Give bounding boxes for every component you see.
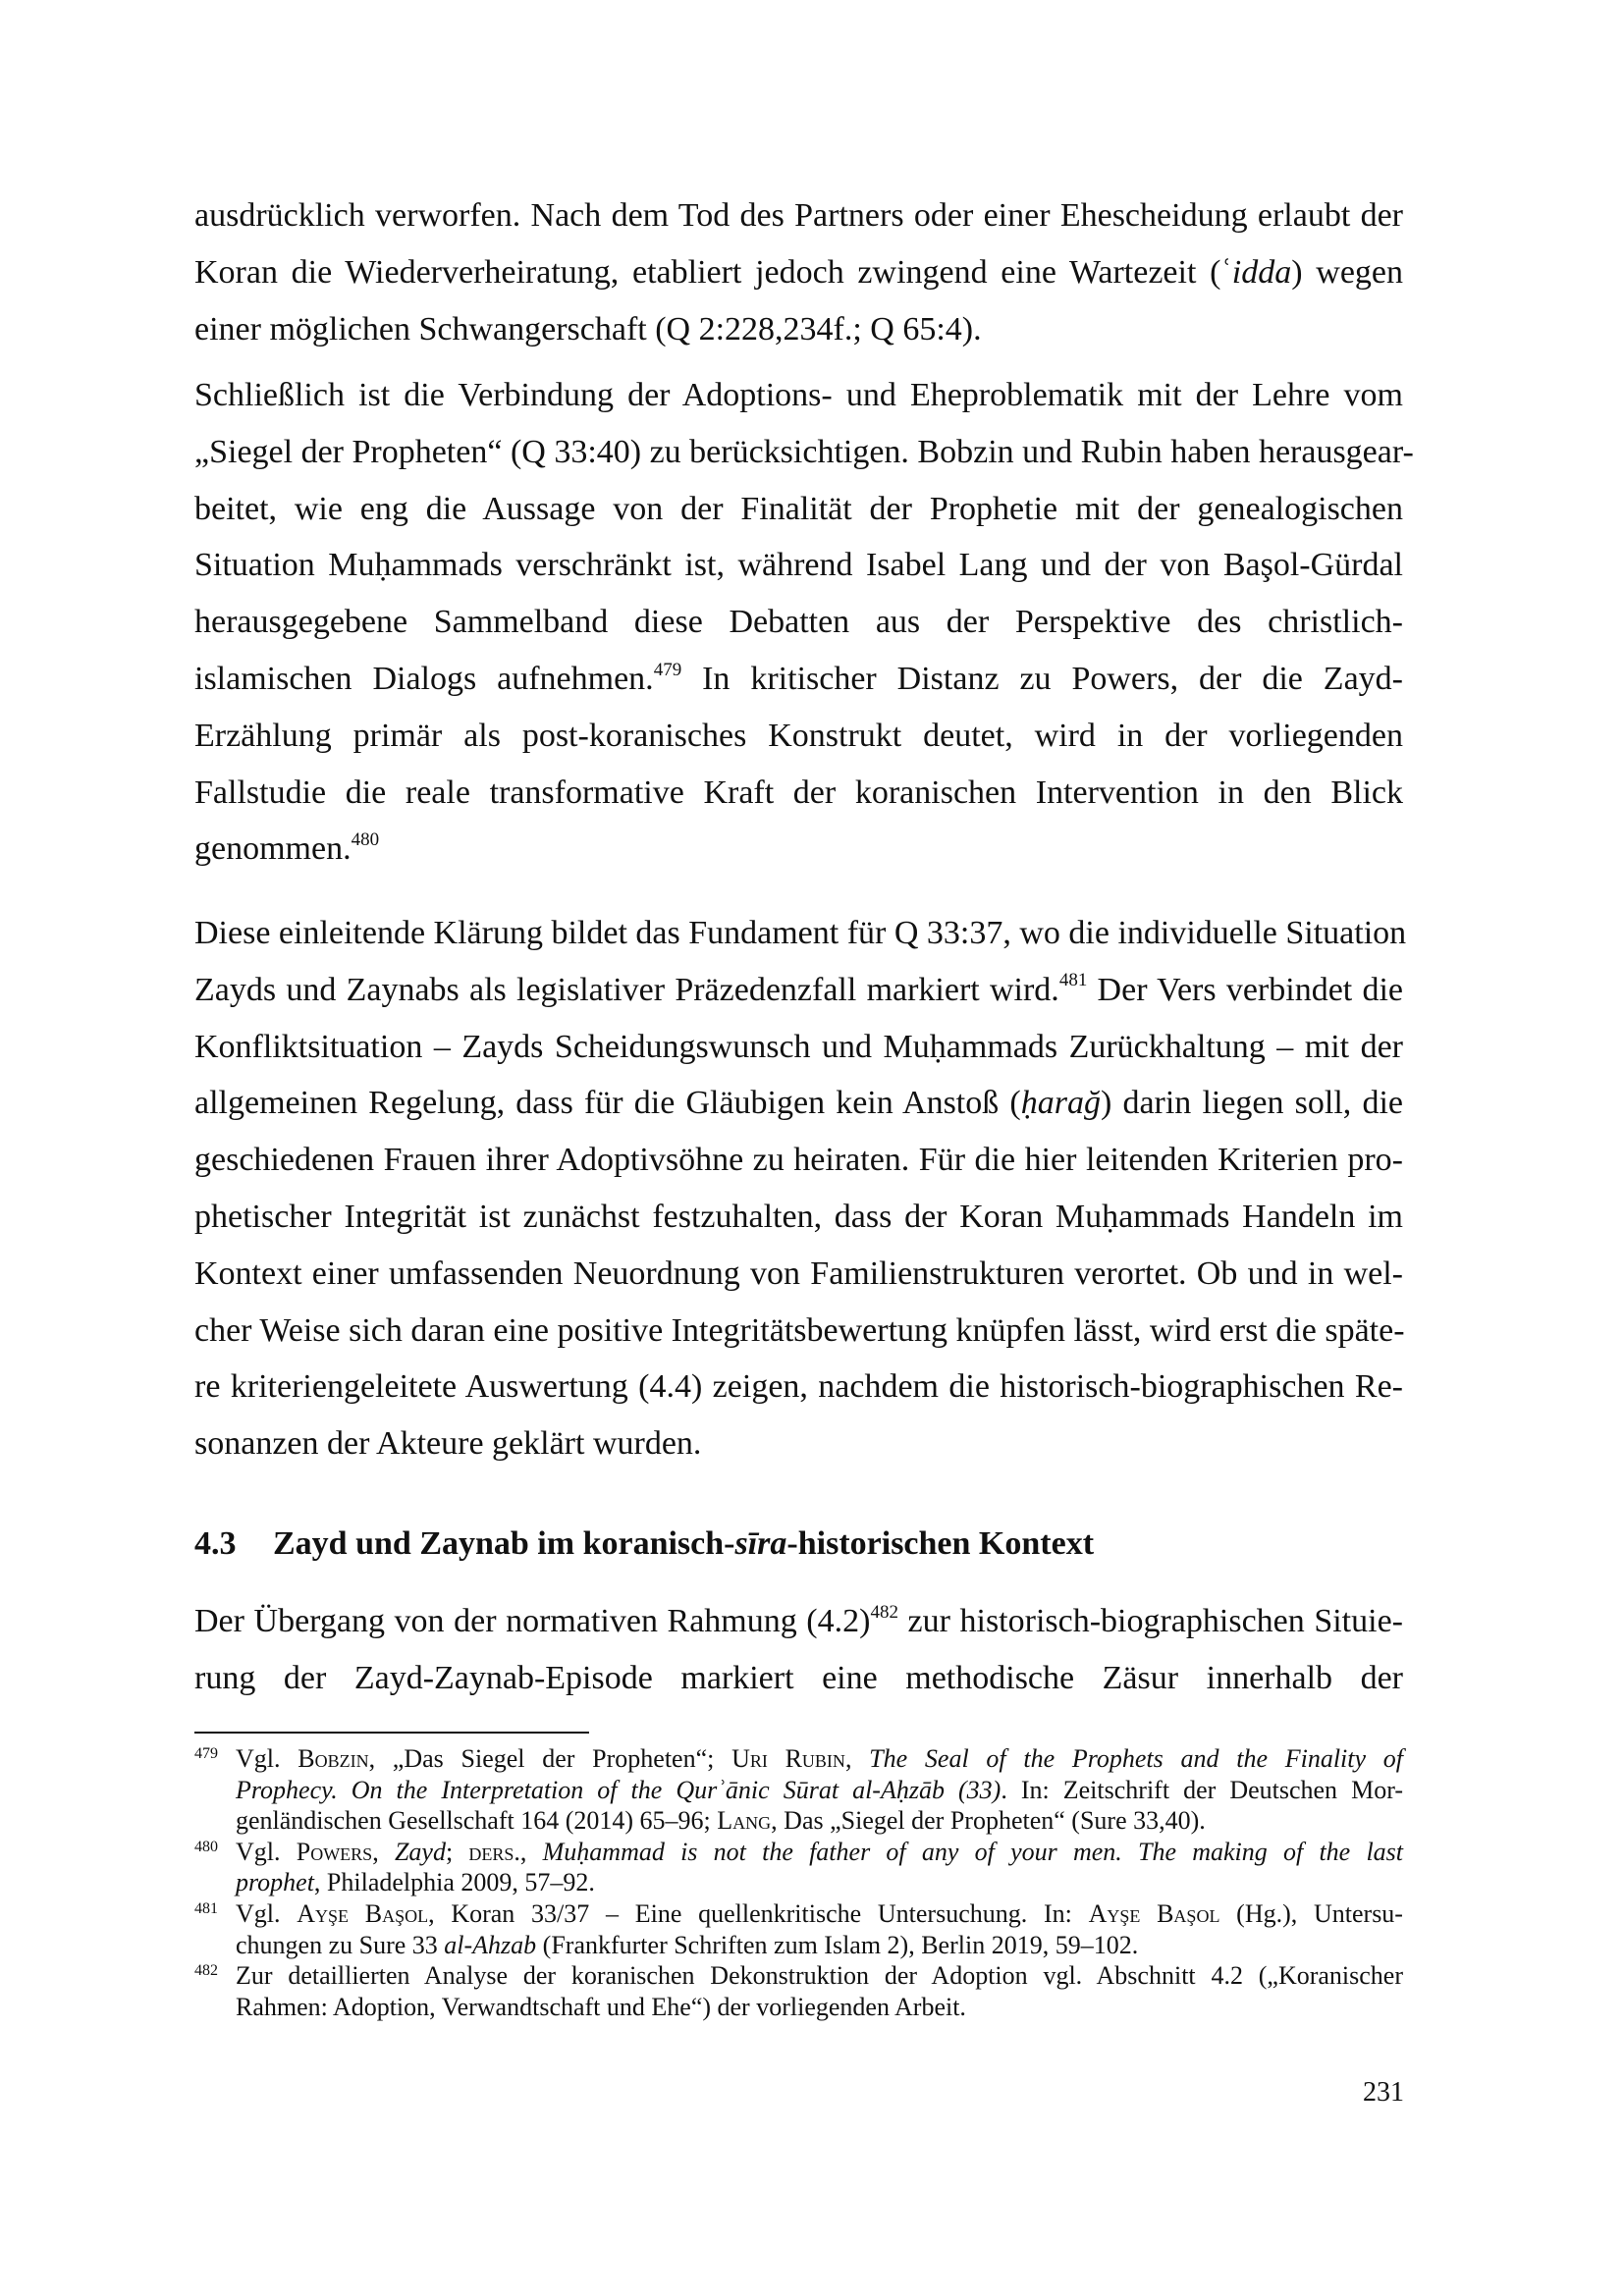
footnote-line (236, 1867, 1403, 1898)
text-span: allgemeinen Regelung, dass für die Gläubigen kein Anstoß ( (194, 1085, 1021, 1122)
footnote-line (236, 1930, 1403, 1961)
footnote-number: 481 (194, 1899, 218, 1917)
paragraph-2 (194, 367, 1414, 878)
text-span: Der Vers verbindet die (1087, 971, 1404, 1008)
work-title: Prophecy. On the Interpretation of the Qurʾānic Sūrat al-Aḥzāb (33) (236, 1775, 1001, 1804)
text-line: Fallstudie die reale transformative Kraft der koranischen Intervention in den Blick (194, 774, 1403, 811)
text-span: Vgl. (236, 1744, 298, 1773)
text-line: sonanzen der Akteure geklärt wurden. (194, 1425, 702, 1463)
text-span: ) wegen (1291, 253, 1403, 291)
paragraph-4 (194, 1593, 1403, 1707)
author-name: Ayşe Başol (297, 1898, 429, 1928)
heading-text: -historischen Kontext (786, 1525, 1095, 1562)
footnotes (194, 1743, 1403, 2022)
author-name: ders. (468, 1837, 520, 1866)
text-line: Diese einleitende Klärung bildet das Fundament für Q 33:37, wo die individuelle Situation (194, 915, 1407, 951)
text-span: ; (445, 1837, 469, 1866)
text-span: Vgl. (236, 1837, 297, 1866)
footnote-reference[interactable]: 479 (653, 659, 682, 680)
page-number: 231 (1363, 2077, 1404, 2108)
text-span: , (519, 1837, 543, 1866)
heading-italic-term: sīra (734, 1525, 787, 1562)
text-line (194, 962, 1403, 1019)
text-line: Kontext einer umfassenden Neuordnung von Familienstrukturen verortet. Ob und in wel- (194, 1255, 1403, 1292)
text-line: rung der Zayd-Zaynab-Episode markiert eine methodische Zäsur innerhalb der (194, 1659, 1403, 1696)
footnote-number: 480 (194, 1838, 218, 1855)
text-span: (Hg.), Untersu- (1219, 1898, 1403, 1928)
text-span: zur historisch-biographischen Situie- (897, 1603, 1403, 1639)
text-span: chungen zu Sure 33 (236, 1930, 445, 1959)
text-span: genommen. (194, 830, 352, 868)
text-span: (Frankfurter Schriften zum Islam 2), Berlin 2019, 59–102. (536, 1930, 1139, 1959)
section-heading (194, 1525, 1403, 1563)
text-span: Der Übergang von der normativen Rahmung (4.2) (194, 1603, 871, 1639)
footnote-number: 482 (194, 1962, 218, 1980)
footnote-line (236, 1775, 1403, 1806)
work-title: al-Ahzab (444, 1930, 537, 1959)
work-title: The Seal of the Prophets and the Finality of (869, 1744, 1403, 1773)
footnote-line: Rahmen: Adoption, Verwandtschaft und Ehe“) der vorliegenden Arbeit. (236, 1992, 966, 2021)
text-span: Vgl. (236, 1898, 298, 1928)
text-line: Konfliktsituation – Zayds Scheidungswunsch und Muḥammads Zurückhaltung – mit der (194, 1028, 1403, 1065)
text-line: geschiedenen Frauen ihrer Adoptivsöhne zu heiraten. Für die hier leitenden Kriterien pro- (194, 1142, 1403, 1179)
text-line (194, 244, 1403, 301)
text-span: islamischen Dialogs aufnehmen. (194, 660, 654, 697)
text-line: re kriteriengeleitete Auswertung (4.4) zeigen, nachdem die historisch-biographischen Re- (194, 1368, 1403, 1406)
work-title: prophet (236, 1868, 314, 1897)
footnote-line (236, 1743, 1403, 1775)
work-title: Muḥammad is not the father of any of your men. The making of the last (542, 1837, 1404, 1866)
text-span: , „Das Siegel der Propheten“; (368, 1744, 732, 1773)
footnote-481 (194, 1898, 1403, 1960)
text-line: beitet, wie eng die Aussage von der Finalität der Prophetie mit der genealogischen (194, 490, 1403, 527)
text-line: „Siegel der Propheten“ (Q 33:40) zu berücksichtigen. Bobzin und Rubin haben herausgear- (194, 433, 1414, 470)
text-line: Situation Muḥammads verschränkt ist, während Isabel Lang und der von Başol-Gürdal (194, 547, 1403, 584)
text-line (194, 651, 1403, 708)
footnote-line (236, 1898, 1403, 1930)
text-span: . In: Zeitschrift der Deutschen Mor- (1001, 1775, 1403, 1804)
text-line (194, 1593, 1403, 1650)
text-line: ausdrücklich verworfen. Nach dem Tod des Partners oder einer Ehescheidung erlaubt der (194, 197, 1403, 234)
footnote-line (236, 1837, 1403, 1868)
work-title: Zayd (394, 1837, 446, 1866)
text-line: einer möglichen Schwangerschaft (Q 2:228,234f.; Q 65:4). (194, 310, 982, 347)
text-line: cher Weise sich daran eine positive Integritätsbewertung knüpfen lässt, wird erst die späte- (194, 1311, 1405, 1349)
footnote-reference[interactable]: 482 (870, 1601, 898, 1623)
footnote-line: Zur detaillierten Analyse der koranischen Dekonstruktion der Adoption vgl. Abschnitt 4.2 („Koranischer (236, 1961, 1403, 1991)
footnote-line (236, 1805, 1403, 1837)
ayn-mark: ʿ (1220, 253, 1232, 291)
author-name: Bobzin (298, 1744, 369, 1773)
footnote-reference[interactable]: 481 (1058, 970, 1088, 991)
paragraph-3 (194, 905, 1407, 1472)
section-number: 4.3 (194, 1525, 237, 1562)
text-line: Schließlich ist die Verbindung der Adoptions- und Eheproblematik mit der Lehre vom (194, 377, 1403, 413)
text-line (194, 821, 1403, 878)
text-span: , Philadelphia 2009, 57–92. (313, 1868, 595, 1897)
text-line: Erzählung primär als post-koranisches Konstrukt deutet, wird in der vorliegenden (194, 717, 1403, 754)
text-span: genländischen Gesellschaft 164 (2014) 65–96; (236, 1806, 718, 1836)
text-span: Zayds und Zaynabs als legislativer Präzedenzfall markiert wird. (194, 971, 1059, 1008)
author-name: Powers (296, 1837, 373, 1866)
footnote-reference[interactable]: 480 (351, 829, 380, 851)
paragraph-1 (194, 187, 1403, 357)
footnote-separator (194, 1732, 589, 1734)
footnote-479 (194, 1743, 1403, 1837)
text-span: ) darin liegen soll, die (1100, 1085, 1403, 1122)
footnote-480 (194, 1837, 1403, 1898)
text-span: , Das „Siegel der Propheten“ (Sure 33,40). (771, 1806, 1206, 1836)
text-span: In kritischer Distanz zu Powers, der die Zayd- (681, 660, 1403, 697)
italic-term: ḥarağ (1020, 1085, 1101, 1122)
author-name: Uri Rubin (731, 1744, 845, 1773)
author-name: Ayşe Başol (1088, 1898, 1220, 1928)
text-line: phetischer Integrität ist zunächst festzuhalten, dass der Koran Muḥammads Handeln im (194, 1198, 1403, 1235)
text-span: , Koran 33/37 – Eine quellenkritische Untersuchung. In: (428, 1898, 1089, 1928)
text-span: Koran die Wiederverheiratung, etabliert jedoch zwingend eine Wartezeit ( (194, 253, 1221, 291)
text-span: , (372, 1837, 395, 1866)
footnote-482 (194, 1960, 1403, 2022)
text-span: , (844, 1744, 870, 1773)
heading-text: Zayd und Zaynab im koranisch- (273, 1525, 735, 1562)
italic-term: idda (1231, 253, 1292, 291)
text-line: herausgegebene Sammelband diese Debatten aus der Perspektive des christlich- (194, 604, 1403, 641)
text-line (194, 1075, 1403, 1132)
footnote-number: 479 (194, 1745, 218, 1762)
author-name: Lang (717, 1806, 772, 1836)
